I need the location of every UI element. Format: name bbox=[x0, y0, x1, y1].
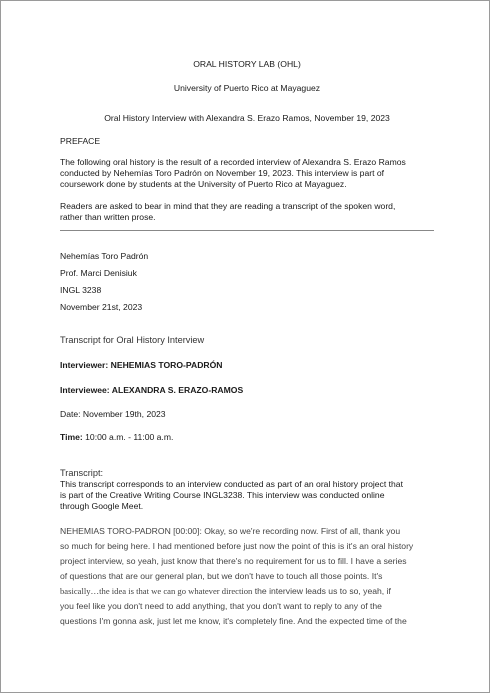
interviewer-text: Interviewer: NEHEMIAS TORO-PADRÓN bbox=[60, 360, 223, 370]
author-name: Nehemías Toro Padrón bbox=[60, 251, 149, 261]
interview-date: Date: November 19th, 2023 bbox=[60, 409, 166, 419]
transcript-body-line: questions I'm gonna ask, just let me know, it's completely fine. And the expected time of the bbox=[60, 616, 407, 626]
interview-time bbox=[60, 432, 173, 443]
time-value: 10:00 a.m. - 11:00 a.m. bbox=[82, 432, 174, 442]
transcript-serif-segment: basically…the idea is that we can go whatever direction bbox=[60, 586, 253, 596]
transcript-label: Transcript: bbox=[60, 468, 104, 478]
interviewer-line bbox=[60, 360, 223, 371]
preface-line: coursework done by students at the University of Puerto Rico at Mayaguez. bbox=[60, 179, 347, 189]
transcript-segment: the interview leads us to so, yeah, if bbox=[252, 586, 391, 596]
transcript-intro-line: This transcript corresponds to an interview conducted as part of an oral history project that bbox=[60, 479, 403, 489]
transcript-body-line: of questions that are our general plan, but we don't have to touch all those points. It's bbox=[60, 571, 383, 581]
submission-date: November 21st, 2023 bbox=[60, 302, 143, 312]
transcript-title: Transcript for Oral History Interview bbox=[60, 335, 205, 345]
preface-line: Readers are asked to bear in mind that they are reading a transcript of the spoken word, bbox=[60, 201, 396, 211]
transcript-body-line: project interview, so yeah, just know that there's no requirement for us to fill. I have a series bbox=[60, 556, 407, 566]
university-name: University of Puerto Rico at Mayaguez bbox=[173, 83, 321, 93]
preface-line: The following oral history is the result of a recorded interview of Alexandra S. Erazo Ramos bbox=[60, 157, 406, 167]
transcript-body-line: NEHEMIAS TORO-PADRON [00:00]: Okay, so we're recording now. First of all, thank you bbox=[60, 526, 401, 536]
transcript-body-line: so much for being here. I had mentioned before just now the point of this is it's an oral history bbox=[60, 541, 414, 551]
transcript-intro-line: is part of the Creative Writing Course INGL3238. This interview was conducted online bbox=[60, 490, 385, 500]
preface-line: rather than written prose. bbox=[60, 212, 156, 222]
preface-heading: PREFACE bbox=[60, 136, 101, 146]
transcript-body-line: you feel like you don't need to add anything, that you don't want to reply to any of the bbox=[60, 601, 382, 611]
course-code: INGL 3238 bbox=[60, 285, 102, 295]
interviewee-line bbox=[60, 385, 243, 396]
interview-title: Oral History Interview with Alexandra S. Erazo Ramos, November 19, 2023 bbox=[104, 113, 390, 123]
professor-name: Prof. Marci Denisiuk bbox=[60, 268, 137, 278]
section-divider bbox=[60, 230, 434, 231]
lab-name: ORAL HISTORY LAB (OHL) bbox=[193, 59, 301, 69]
time-label: Time: bbox=[60, 432, 83, 442]
interviewee-text: Interviewee: ALEXANDRA S. ERAZO-RAMOS bbox=[60, 385, 244, 395]
transcript-body-line bbox=[60, 586, 391, 597]
transcript-intro-line: through Google Meet. bbox=[60, 501, 144, 511]
preface-line: conducted by Nehemías Toro Padrón on November 19, 2023. This interview is part of bbox=[60, 168, 385, 178]
